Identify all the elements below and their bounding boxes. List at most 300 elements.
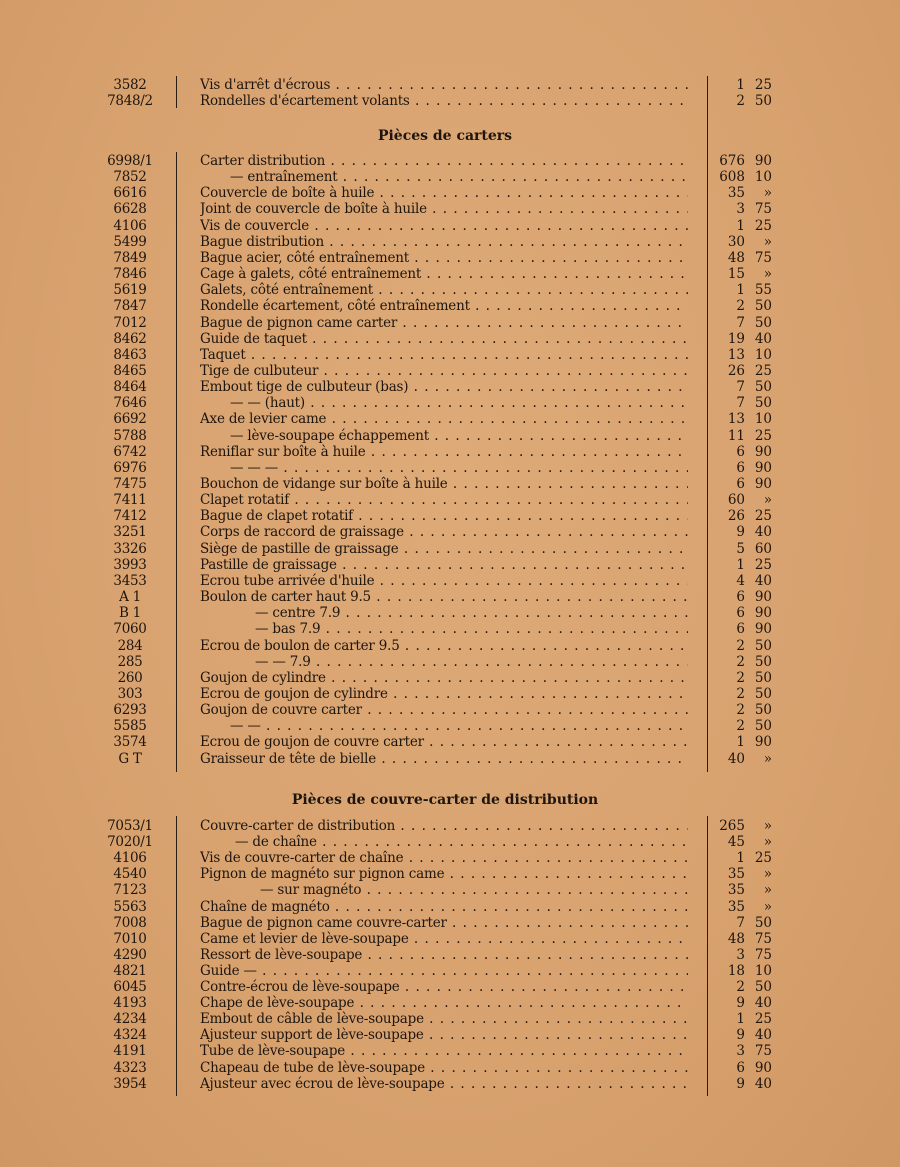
- part-price: [715, 751, 775, 767]
- price-centimes: 25: [754, 77, 772, 93]
- price-francs: 2: [736, 685, 745, 702]
- table-row: [0, 347, 900, 363]
- price-francs: 48: [727, 249, 745, 266]
- part-price: [715, 882, 775, 898]
- part-description-text: Rondelle écartement, côté entraînement . . .: [200, 298, 688, 314]
- price-francs: 19: [727, 330, 745, 347]
- part-description-text: Taquet . . .: [200, 347, 688, 363]
- part-reference: 7010: [113, 930, 147, 947]
- table-row: [0, 395, 900, 411]
- price-centimes: 90: [754, 605, 772, 622]
- part-description-text: Vis d'arrêt d'écrous . . .: [200, 77, 688, 93]
- part-price: [715, 931, 775, 947]
- part-description-text: Ecrou de goujon de cylindre . . .: [200, 686, 688, 702]
- part-reference: 5788: [113, 427, 147, 444]
- part-price: [715, 899, 775, 915]
- part-price: [715, 250, 775, 266]
- part-description-text: — bas 7.9 . . .: [200, 621, 688, 637]
- part-description-text: — — . . .: [200, 718, 688, 734]
- part-description-text: Siège de pastille de graissage . . .: [200, 541, 688, 557]
- part-price: [715, 298, 775, 314]
- price-francs: 9: [736, 524, 745, 541]
- part-reference: 7123: [113, 882, 147, 899]
- part-description-text: Vis de couvercle . . .: [200, 218, 688, 234]
- part-description: [200, 557, 688, 573]
- part-description-text: Couvercle de boîte à huile . . .: [200, 185, 688, 201]
- price-francs: 1: [736, 556, 745, 573]
- table-row: [0, 201, 900, 217]
- table-row: [0, 266, 900, 282]
- price-francs: 2: [736, 702, 745, 719]
- part-reference: 4821: [113, 962, 147, 979]
- part-price: [715, 963, 775, 979]
- part-description: [200, 947, 688, 963]
- price-centimes: 90: [754, 459, 772, 476]
- table-row: [0, 589, 900, 605]
- table-row: [0, 444, 900, 460]
- table-row: [0, 899, 900, 915]
- part-description: [200, 931, 688, 947]
- part-description-text: — — — . . .: [200, 460, 688, 476]
- part-price: [715, 379, 775, 395]
- price-francs: 13: [727, 411, 745, 428]
- price-francs: 6: [736, 476, 745, 492]
- price-centimes: 90: [754, 621, 772, 638]
- table-row: [0, 298, 900, 314]
- price-centimes: 75: [754, 249, 772, 266]
- price-francs: 1: [736, 77, 745, 93]
- part-description-text: Bague de pignon came couvre-carter . . .: [200, 915, 688, 931]
- part-reference: 303: [117, 685, 143, 702]
- part-description-text: Joint de couvercle de boîte à huile . . .: [200, 201, 688, 217]
- part-description: [200, 979, 688, 995]
- part-price: [715, 395, 775, 411]
- price-centimes: »: [763, 898, 772, 915]
- price-centimes: 75: [754, 946, 772, 963]
- price-francs: 1: [736, 850, 745, 867]
- table-row: [0, 573, 900, 589]
- section-heading: Pièces de couvre-carter de distribution: [291, 792, 599, 808]
- part-reference: 3582: [113, 77, 147, 93]
- table-row: [0, 931, 900, 947]
- part-description: [200, 250, 688, 266]
- part-description-text: Rondelles d'écartement volants . . .: [200, 93, 688, 109]
- price-centimes: 50: [754, 702, 772, 719]
- part-price: [715, 347, 775, 363]
- part-description: [200, 1060, 688, 1076]
- part-reference: 7646: [113, 395, 147, 412]
- part-price: [715, 492, 775, 508]
- part-description: [200, 428, 688, 444]
- part-reference: 7846: [113, 266, 147, 283]
- part-reference: 3954: [113, 1075, 147, 1092]
- price-francs: 1: [736, 1011, 745, 1028]
- part-price: [715, 686, 775, 702]
- part-price: [715, 411, 775, 427]
- part-reference: 8465: [113, 362, 147, 379]
- price-francs: 2: [736, 637, 745, 654]
- table-row: [0, 185, 900, 201]
- price-francs: 2: [736, 979, 745, 995]
- part-reference: 7012: [113, 314, 147, 331]
- part-description: [200, 77, 688, 93]
- part-description-text: Chaîne de magnéto . . .: [200, 899, 688, 915]
- price-centimes: »: [763, 233, 772, 250]
- part-description-text: Bouchon de vidange sur boîte à huile . . .: [200, 476, 688, 492]
- price-francs: 6: [736, 459, 745, 476]
- price-centimes: 40: [754, 572, 772, 589]
- part-description: [200, 605, 688, 621]
- price-centimes: 90: [754, 1059, 772, 1076]
- part-description-text: — — 7.9 . . .: [200, 654, 688, 670]
- part-price: [715, 621, 775, 637]
- part-description-text: — — (haut) . . .: [200, 395, 688, 411]
- price-centimes: 50: [754, 298, 772, 315]
- table-row: [0, 282, 900, 298]
- part-description-text: Galets, côté entraînement . . .: [200, 282, 688, 298]
- part-price: [715, 169, 775, 185]
- part-reference: 7060: [113, 621, 147, 638]
- table-row: [0, 638, 900, 654]
- price-francs: 48: [727, 930, 745, 947]
- part-reference: 6998/1: [107, 153, 153, 169]
- part-description: [200, 963, 688, 979]
- part-description: [200, 702, 688, 718]
- table-row: [0, 882, 900, 898]
- price-francs: 2: [736, 298, 745, 315]
- part-reference: 6616: [113, 185, 147, 202]
- part-description-text: Carter distribution . . .: [200, 153, 688, 169]
- table-row: [0, 818, 900, 834]
- price-centimes: 25: [754, 362, 772, 379]
- part-price: [715, 331, 775, 347]
- part-description-text: Axe de levier came . . .: [200, 411, 688, 427]
- part-description: [200, 718, 688, 734]
- price-centimes: »: [763, 750, 772, 767]
- part-price: [715, 476, 775, 492]
- part-reference: 284: [117, 637, 143, 654]
- part-description: [200, 93, 688, 109]
- part-description: [200, 476, 688, 492]
- table-row: [0, 315, 900, 331]
- part-description: [200, 638, 688, 654]
- price-francs: 35: [727, 185, 745, 202]
- part-description: [200, 379, 688, 395]
- price-centimes: »: [763, 818, 772, 834]
- price-centimes: 50: [754, 979, 772, 995]
- price-centimes: 25: [754, 850, 772, 867]
- part-price: [715, 201, 775, 217]
- part-description: [200, 1027, 688, 1043]
- part-reference: 5499: [113, 233, 147, 250]
- part-description-text: Corps de raccord de graissage . . .: [200, 524, 688, 540]
- part-price: [715, 915, 775, 931]
- part-price: [715, 947, 775, 963]
- part-reference: 4540: [113, 866, 147, 883]
- table-row: [0, 866, 900, 882]
- part-description: [200, 734, 688, 750]
- table-row: [0, 363, 900, 379]
- part-price: [715, 834, 775, 850]
- price-centimes: 90: [754, 443, 772, 460]
- price-centimes: »: [763, 834, 772, 851]
- price-francs: 35: [727, 866, 745, 883]
- part-price: [715, 1060, 775, 1076]
- price-francs: 6: [736, 605, 745, 622]
- part-description-text: Ajusteur avec écrou de lève-soupape . . .: [200, 1076, 688, 1092]
- table-row: [0, 670, 900, 686]
- price-centimes: »: [763, 866, 772, 883]
- table-row: [0, 915, 900, 931]
- price-francs: 26: [727, 508, 745, 525]
- price-centimes: 60: [754, 540, 772, 557]
- part-reference: 3251: [113, 524, 147, 541]
- part-description-text: Tige de culbuteur . . .: [200, 363, 688, 379]
- part-description: [200, 444, 688, 460]
- part-reference: 7475: [113, 476, 147, 492]
- price-centimes: 25: [754, 217, 772, 234]
- price-francs: 9: [736, 995, 745, 1012]
- price-centimes: 10: [754, 346, 772, 363]
- part-description: [200, 686, 688, 702]
- part-price: [715, 363, 775, 379]
- part-description: [200, 153, 688, 169]
- table-row: [0, 605, 900, 621]
- part-description-text: Bague distribution . . .: [200, 234, 688, 250]
- part-description-text: Tube de lève-soupape . . .: [200, 1043, 688, 1059]
- part-description: [200, 266, 688, 282]
- table-row: [0, 218, 900, 234]
- part-price: [715, 734, 775, 750]
- price-francs: 3: [736, 201, 745, 218]
- part-price: [715, 1076, 775, 1092]
- table-row: [0, 850, 900, 866]
- price-francs: 9: [736, 1027, 745, 1044]
- part-reference: 4106: [113, 850, 147, 867]
- table-row: [0, 93, 900, 109]
- part-reference: 4290: [113, 946, 147, 963]
- part-description: [200, 1043, 688, 1059]
- part-reference: 6742: [113, 443, 147, 460]
- price-francs: 2: [736, 718, 745, 735]
- price-centimes: 25: [754, 427, 772, 444]
- part-description-text: Guide de taquet . . .: [200, 331, 688, 347]
- part-description: [200, 866, 688, 882]
- part-description-text: Ecrou de boulon de carter 9.5 . . .: [200, 638, 688, 654]
- table-row: [0, 524, 900, 540]
- section-heading: Pièces de carters: [377, 128, 513, 144]
- table-row: [0, 995, 900, 1011]
- price-centimes: 50: [754, 379, 772, 396]
- part-description: [200, 541, 688, 557]
- part-description-text: — sur magnéto . . .: [200, 882, 688, 898]
- price-francs: 26: [727, 362, 745, 379]
- price-centimes: 75: [754, 1043, 772, 1060]
- price-centimes: 75: [754, 201, 772, 218]
- price-francs: 6: [736, 621, 745, 638]
- part-price: [715, 573, 775, 589]
- price-centimes: 10: [754, 962, 772, 979]
- price-centimes: 40: [754, 1027, 772, 1044]
- price-centimes: 75: [754, 930, 772, 947]
- table-row: [0, 686, 900, 702]
- price-francs: 40: [727, 750, 745, 767]
- part-price: [715, 541, 775, 557]
- price-francs: 7: [736, 914, 745, 931]
- part-reference: 8464: [113, 379, 147, 396]
- price-francs: 3: [736, 946, 745, 963]
- part-reference: A 1: [119, 589, 141, 606]
- price-francs: 676: [719, 153, 745, 169]
- price-centimes: 10: [754, 169, 772, 186]
- price-centimes: 90: [754, 476, 772, 492]
- part-price: [715, 979, 775, 995]
- part-reference: 5619: [113, 282, 147, 299]
- price-francs: 1: [736, 734, 745, 751]
- table-row: [0, 1043, 900, 1059]
- part-reference: 7411: [113, 492, 147, 509]
- part-price: [715, 77, 775, 93]
- table-row: [0, 1027, 900, 1043]
- part-reference: 260: [117, 669, 143, 686]
- part-price: [715, 282, 775, 298]
- table-row: [0, 734, 900, 750]
- table-row: [0, 379, 900, 395]
- part-reference: 7412: [113, 508, 147, 525]
- part-description-text: Goujon de cylindre . . .: [200, 670, 688, 686]
- price-francs: 265: [719, 818, 745, 834]
- part-price: [715, 93, 775, 109]
- table-row: [0, 654, 900, 670]
- part-description: [200, 460, 688, 476]
- part-price: [715, 266, 775, 282]
- part-description-text: — entraînement . . .: [200, 169, 688, 185]
- part-description: [200, 621, 688, 637]
- part-description-text: Contre-écrou de lève-soupape . . .: [200, 979, 688, 995]
- part-description-text: — de chaîne . . .: [200, 834, 688, 850]
- price-centimes: 50: [754, 653, 772, 670]
- part-price: [715, 315, 775, 331]
- part-reference: 5563: [113, 898, 147, 915]
- part-reference: 7053/1: [107, 818, 153, 834]
- part-reference: 8462: [113, 330, 147, 347]
- price-centimes: 25: [754, 1011, 772, 1028]
- part-description: [200, 395, 688, 411]
- part-reference: 4106: [113, 217, 147, 234]
- table-row: [0, 1011, 900, 1027]
- part-description-text: Came et levier de lève-soupape . . .: [200, 931, 688, 947]
- part-description: [200, 1076, 688, 1092]
- price-francs: 35: [727, 898, 745, 915]
- part-description-text: Embout de câble de lève-soupape . . .: [200, 1011, 688, 1027]
- price-francs: 2: [736, 669, 745, 686]
- part-description-text: Ecrou de goujon de couvre carter . . .: [200, 734, 688, 750]
- price-francs: 13: [727, 346, 745, 363]
- price-centimes: 50: [754, 685, 772, 702]
- part-description-text: Goujon de couvre carter . . .: [200, 702, 688, 718]
- part-reference: 7848/2: [107, 93, 153, 110]
- part-reference: 8463: [113, 346, 147, 363]
- part-description: [200, 363, 688, 379]
- price-centimes: 25: [754, 556, 772, 573]
- price-centimes: 40: [754, 524, 772, 541]
- part-description: [200, 834, 688, 850]
- price-francs: 15: [727, 266, 745, 283]
- table-row: [0, 1060, 900, 1076]
- part-reference: 7008: [113, 914, 147, 931]
- price-centimes: 40: [754, 995, 772, 1012]
- part-description: [200, 508, 688, 524]
- price-francs: 6: [736, 589, 745, 606]
- table-row: [0, 250, 900, 266]
- part-price: [715, 524, 775, 540]
- part-description: [200, 315, 688, 331]
- table-row: [0, 153, 900, 169]
- part-reference: 6045: [113, 979, 147, 995]
- part-reference: 4324: [113, 1027, 147, 1044]
- price-centimes: 50: [754, 314, 772, 331]
- price-centimes: 50: [754, 93, 772, 110]
- part-reference: 6293: [113, 702, 147, 719]
- part-reference: 4234: [113, 1011, 147, 1028]
- part-description-text: Bague de clapet rotatif . . .: [200, 508, 688, 524]
- price-centimes: 90: [754, 153, 772, 169]
- part-description: [200, 331, 688, 347]
- part-reference: 7852: [113, 169, 147, 186]
- part-description-text: Pastille de graissage . . .: [200, 557, 688, 573]
- part-description: [200, 654, 688, 670]
- part-description: [200, 492, 688, 508]
- part-description-text: Cage à galets, côté entraînement . . .: [200, 266, 688, 282]
- part-reference: 3326: [113, 540, 147, 557]
- price-centimes: »: [763, 266, 772, 283]
- part-description: [200, 347, 688, 363]
- table-row: [0, 77, 900, 93]
- price-centimes: 50: [754, 669, 772, 686]
- price-francs: 3: [736, 1043, 745, 1060]
- table-row: [0, 234, 900, 250]
- part-description-text: Bague de pignon came carter . . .: [200, 315, 688, 331]
- price-francs: 1: [736, 217, 745, 234]
- part-reference: 3993: [113, 556, 147, 573]
- table-row: [0, 751, 900, 767]
- price-francs: 6: [736, 1059, 745, 1076]
- table-row: [0, 331, 900, 347]
- price-centimes: 90: [754, 734, 772, 751]
- part-description: [200, 995, 688, 1011]
- price-centimes: 50: [754, 637, 772, 654]
- part-description-text: Couvre-carter de distribution . . .: [200, 818, 688, 834]
- part-description: [200, 915, 688, 931]
- part-description-text: Bague acier, côté entraînement . . .: [200, 250, 688, 266]
- part-price: [715, 508, 775, 524]
- part-reference: G T: [118, 750, 142, 767]
- part-price: [715, 557, 775, 573]
- part-description-text: Vis de couvre-carter de chaîne . . .: [200, 850, 688, 866]
- part-description: [200, 298, 688, 314]
- table-row: [0, 411, 900, 427]
- part-description-text: — centre 7.9 . . .: [200, 605, 688, 621]
- part-price: [715, 702, 775, 718]
- part-reference: 7020/1: [107, 834, 153, 851]
- part-reference: 7847: [113, 298, 147, 315]
- part-reference: 4193: [113, 995, 147, 1012]
- price-centimes: 40: [754, 330, 772, 347]
- part-description-text: Ajusteur support de lève-soupape . . .: [200, 1027, 688, 1043]
- price-francs: 6: [736, 443, 745, 460]
- part-description-text: Ressort de lève-soupape . . .: [200, 947, 688, 963]
- price-centimes: 50: [754, 914, 772, 931]
